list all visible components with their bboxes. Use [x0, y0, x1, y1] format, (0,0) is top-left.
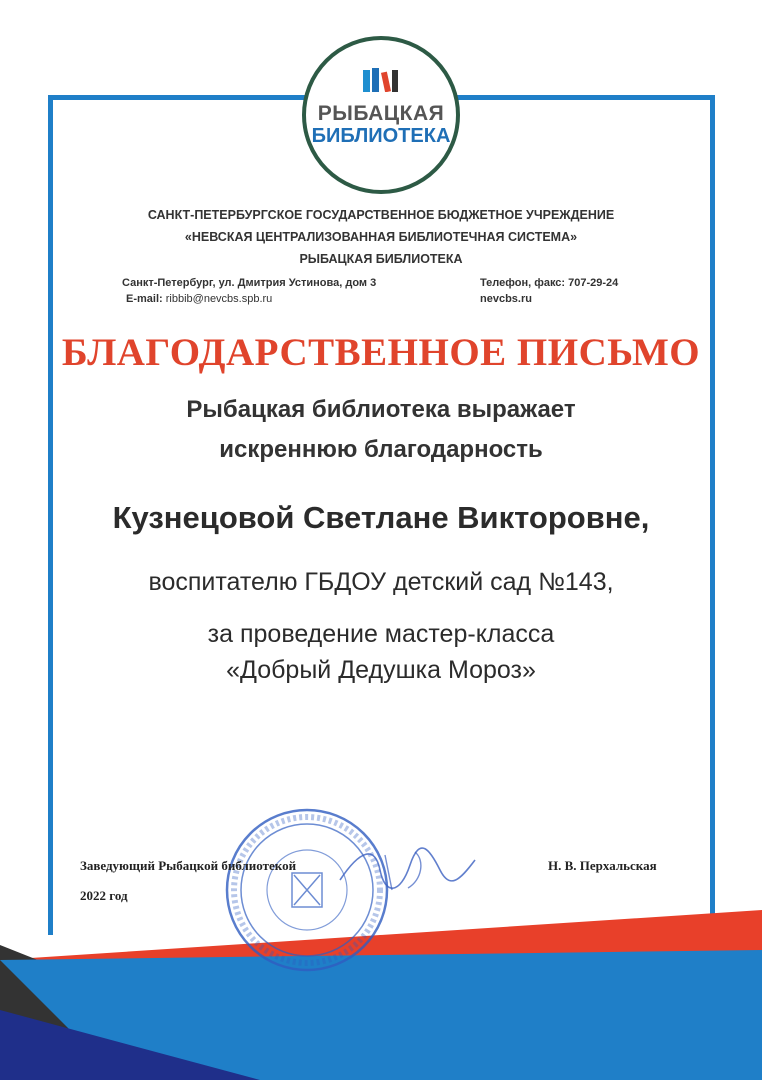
intro-line-2: искреннюю благодарность — [219, 436, 543, 463]
address: Санкт-Петербург, ул. Дмитрия Устинова, дом 3 — [122, 277, 377, 289]
phone: Телефон, факс: 707-29-24 — [480, 277, 619, 289]
email-label: E-mail: — [126, 293, 163, 305]
reason-line-2: «Добрый Дедушка Мороз» — [226, 656, 536, 684]
handwritten-signature — [330, 840, 480, 900]
year: 2022 год — [80, 888, 128, 903]
books-icon — [361, 66, 401, 92]
logo-text-bottom: БИБЛИОТЕКА — [311, 125, 451, 147]
recipient-name: Кузнецовой Светлане Викторовне, — [112, 500, 650, 535]
reason-line-1: за проведение мастер-класса — [207, 620, 555, 648]
email-line — [126, 293, 272, 305]
org-line-1: САНКТ-ПЕТЕРБУРГСКОЕ ГОСУДАРСТВЕННОЕ БЮДЖЕТНОЕ УЧРЕЖДЕНИЕ — [147, 208, 615, 222]
signatory-role: Заведующий Рыбацкой библиотекой — [80, 858, 297, 873]
website: nevcbs.ru — [480, 293, 532, 305]
logo-text-top: РЫБАЦКАЯ — [317, 102, 445, 125]
recipient-position: воспитателю ГБДОУ детский сад №143, — [148, 568, 614, 596]
org-line-2: «НЕВСКАЯ ЦЕНТРАЛИЗОВАННАЯ БИБЛИОТЕЧНАЯ СИСТЕМА» — [184, 230, 578, 244]
signatory-name: Н. В. Перхальская — [548, 858, 657, 873]
org-line-3: РЫБАЦКАЯ БИБЛИОТЕКА — [299, 252, 463, 266]
email: ribbib@nevcbs.spb.ru — [165, 293, 273, 305]
letter-title: БЛАГОДАРСТВЕННОЕ ПИСЬМО — [61, 331, 701, 374]
intro-line-1: Рыбацкая библиотека выражает — [186, 396, 576, 423]
